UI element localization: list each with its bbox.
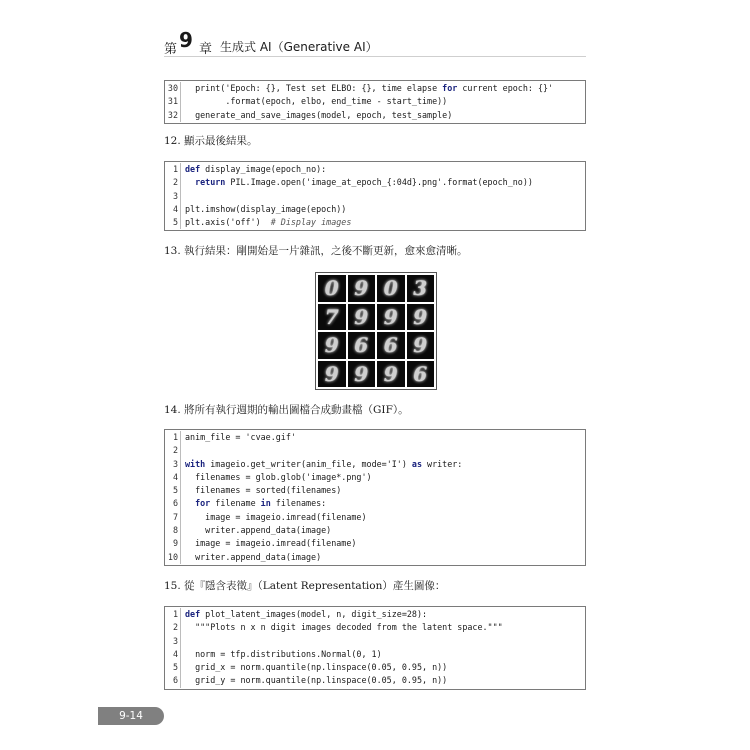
page-number: 9-14 [98,707,164,725]
code-text: grid_x = norm.quantile(np.linspace(0.05, 0.95, n)) [185,662,448,673]
code-text: def plot_latent_images(model, n, digit_size=28): [185,609,428,619]
digit-glyph: 3 [413,276,428,301]
code-line [165,648,585,661]
code-line [165,431,585,444]
code-text: filenames = sorted(filenames) [185,485,342,496]
line-number: 5 [165,661,181,674]
line-number: 5 [165,484,181,497]
line-number: 2 [165,621,181,634]
step-15-text: 15. 從『隱含表徵』（Latent Representation）產生圖像： [164,580,446,592]
digit-cell [348,361,376,388]
line-number: 5 [165,216,181,229]
digit-glyph: 9 [413,304,428,329]
code-text: norm = tfp.distributions.Normal(0, 1) [185,648,382,659]
line-number: 4 [165,471,181,484]
digit-cell [407,304,435,331]
code-line [165,537,585,550]
digit-glyph: 9 [324,361,339,386]
code-line [165,621,585,634]
chapter-suffix: 章 [199,42,213,57]
code-text: writer.append_data(image) [185,525,332,536]
digit-cell [318,304,346,331]
digit-glyph: 6 [354,333,369,358]
code-block-gif [164,429,586,566]
code-line [165,190,585,203]
code-line [165,608,585,621]
code-text: filenames = glob.glob('image*.png') [185,471,372,482]
code-line [165,511,585,524]
code-line [165,444,585,457]
code-text: plt.imshow(display_image(epoch)) [185,203,347,214]
digit-glyph: 9 [354,276,369,301]
digit-cell [377,332,405,359]
chapter-title: 生成式 AI（Generative AI） [220,40,378,54]
code-block-display-image [164,161,586,231]
code-text: print('Epoch: {}, Test set ELBO: {}, time elapse for current epoch: {}' [185,83,554,93]
digit-cell [348,332,376,359]
digit-glyph: 7 [324,304,339,329]
code-line [165,82,585,95]
line-number: 1 [165,163,181,176]
digit-glyph: 9 [354,361,369,386]
code-text: plt.axis('off') # Display images [185,217,352,228]
code-text: return PIL.Image.open('image_at_epoch_{:04d}.png'.format(epoch_no)) [195,177,533,188]
line-number: 3 [165,458,181,471]
code-line [165,635,585,648]
code-text: writer.append_data(image) [185,551,322,562]
line-number: 10 [165,551,181,564]
code-text: .format(epoch, elbo, end_time - start_time)) [185,96,448,107]
code-text: def display_image(epoch_no): [185,164,327,174]
code-line [165,203,585,216]
digit-glyph: 6 [413,361,428,386]
digit-glyph: 9 [413,333,428,358]
code-block-latent-images [164,606,586,690]
line-number: 32 [165,109,181,122]
digit-glyph: 9 [324,333,339,358]
digit-cell [318,332,346,359]
digit-cell [377,275,405,302]
digit-glyph: 9 [383,361,398,386]
code-line [165,176,585,189]
line-number: 8 [165,524,181,537]
code-text: grid_y = norm.quantile(np.linspace(0.05, 0.95, n)) [185,675,448,686]
digit-cell [318,275,346,302]
code-line [165,458,585,471]
code-line [165,497,585,510]
digit-cell [377,361,405,388]
code-text: anim_file = 'cvae.gif' [185,432,296,442]
digit-glyph: 0 [383,276,398,301]
code-line [165,661,585,674]
code-line [165,471,585,484]
line-number: 30 [165,82,181,95]
generated-digits-image [315,272,437,390]
code-line [165,95,585,108]
digit-cell [377,304,405,331]
line-number: 1 [165,608,181,621]
line-number: 3 [165,635,181,648]
line-number: 4 [165,203,181,216]
line-number: 1 [165,431,181,444]
code-comment: # Display images [270,217,352,228]
digit-cell [318,361,346,388]
line-number: 2 [165,444,181,457]
code-line [165,163,585,176]
step-12-text: 12. 顯示最後結果。 [164,135,258,147]
chapter-prefix: 第 [164,42,178,57]
code-line [165,674,585,687]
digit-cell [407,332,435,359]
code-text: image = imageio.imread(filename) [185,511,367,522]
line-number: 6 [165,674,181,687]
digit-glyph: 9 [383,304,398,329]
digit-cell [407,361,435,388]
line-number: 2 [165,176,181,189]
code-line [165,551,585,564]
line-number: 9 [165,537,181,550]
running-header [164,28,586,57]
line-number: 3 [165,190,181,203]
code-line [165,109,585,122]
code-line [165,484,585,497]
code-block-training-loop [164,80,586,124]
code-text: with imageio.get_writer(anim_file, mode='I') as writer: [185,458,463,469]
line-number: 31 [165,95,181,108]
code-text: image = imageio.imread(filename) [185,538,357,549]
code-text: """Plots n x n digit images decoded from the latent space.""" [185,622,503,633]
digit-glyph: 9 [354,304,369,329]
digit-cell [348,304,376,331]
code-line [165,216,585,229]
line-number: 6 [165,497,181,510]
digit-glyph: 6 [383,333,398,358]
digit-glyph: 0 [324,276,339,301]
code-text: for filename in filenames: [195,498,327,509]
line-number: 7 [165,511,181,524]
code-text: generate_and_save_images(model, epoch, test_sample) [185,109,453,120]
line-number: 4 [165,648,181,661]
chapter-number: 9 [179,28,193,52]
digit-cell [348,275,376,302]
code-line [165,524,585,537]
digit-cell [407,275,435,302]
step-13-text: 13. 執行結果：剛開始是一片雜訊，之後不斷更新，愈來愈清晰。 [164,245,468,257]
step-14-text: 14. 將所有執行週期的輸出圖檔合成動畫檔（GIF）。 [164,404,409,416]
